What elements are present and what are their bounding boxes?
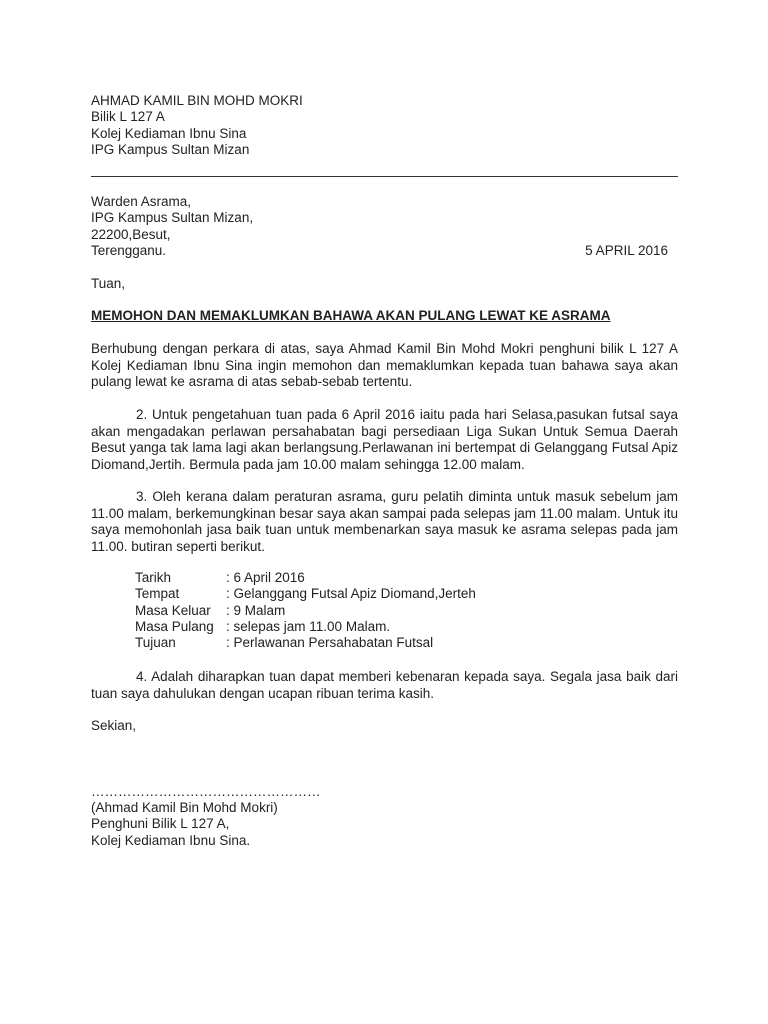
sender-college: Kolej Kediaman Ibnu Sina: [91, 126, 247, 141]
detail-label: Tarikh: [135, 570, 172, 585]
paragraph-1-text: Berhubung dengan perkara di atas, saya Ahmad Kamil Bin Mohd Mokri penghuni bilik L 127 A Kolej Kediaman Ibnu Sina ingin memohon dan memaklumkan kepada tuan bahawa saya akan pulang lewat ke asrama di atas sebab-sebab tertentu.: [91, 341, 678, 389]
signature-name: (Ahmad Kamil Bin Mohd Mokri): [91, 800, 278, 815]
detail-value: : 6 April 2016: [226, 570, 305, 585]
recipient-line-4: Terengganu.: [91, 243, 167, 258]
paragraph-2-text: 2. Untuk pengetahuan tuan pada 6 April 2016 iaitu pada hari Selasa,pasukan futsal saya akan mengadakan perlawan persahabatan bagi persediaan Liga Sukan Untuk Semua Daerah Besut yanga tak lama lagi akan berlangsung.Perlawanan ini bertempat di Gelanggang Futsal Apiz Diomand,Jertih. Bermula pada jam 10.00 malam sehingga 12.00 malam.: [91, 407, 678, 472]
detail-value: : selepas jam 11.00 Malam.: [226, 618, 391, 634]
detail-row: [135, 635, 476, 651]
letter-date: 5 APRIL 2016: [585, 243, 668, 258]
detail-row: [135, 586, 476, 602]
detail-label: Masa Pulang: [135, 618, 214, 634]
sender-room: Bilik L 127 A: [91, 109, 165, 124]
details-list: [135, 570, 476, 651]
paragraph-4-text: 4. Adalah diharapkan tuan dapat memberi kebenaran kepada saya. Segala jasa baik dari tuan saya dahulukan dengan ucapan ribuan terima kasih.: [91, 669, 678, 701]
recipient-line-1: Warden Asrama,: [91, 194, 192, 209]
sender-name: AHMAD KAMIL BIN MOHD MOKRI: [91, 93, 303, 108]
paragraph-1: [91, 341, 678, 391]
detail-label: Masa Keluar: [135, 602, 211, 618]
paragraph-2: [91, 407, 678, 473]
recipient-line-2: IPG Kampus Sultan Mizan,: [91, 210, 254, 225]
signature-line: ……………………………………………: [91, 784, 321, 799]
detail-value: : Perlawanan Persahabatan Futsal: [226, 635, 434, 651]
salutation: Tuan,: [91, 276, 126, 291]
sender-campus: IPG Kampus Sultan Mizan: [91, 142, 250, 157]
letter-subject: MEMOHON DAN MEMAKLUMKAN BAHAWA AKAN PULANG LEWAT KE ASRAMA: [91, 308, 611, 323]
detail-row: [135, 603, 476, 619]
signature-college: Kolej Kediaman Ibnu Sina.: [91, 833, 251, 848]
detail-label: Tujuan: [135, 635, 176, 651]
divider-line: [91, 176, 678, 177]
paragraph-4: [91, 669, 678, 702]
detail-value: : Gelanggang Futsal Apiz Diomand,Jerteh: [226, 586, 476, 602]
signature-room: Penghuni Bilik L 127 A,: [91, 816, 230, 831]
detail-label: Tempat: [135, 586, 180, 602]
recipient-line-3: 22200,Besut,: [91, 227, 171, 242]
paragraph-3: [91, 489, 678, 555]
detail-value: : 9 Malam: [226, 602, 286, 618]
detail-row: [135, 619, 476, 635]
closing: Sekian,: [91, 718, 137, 733]
detail-row: [135, 570, 476, 586]
paragraph-3-text: 3. Oleh kerana dalam peraturan asrama, guru pelatih diminta untuk masuk sebelum jam 11.00 malam, berkemungkinan besar saya akan sampai pada selepas jam 11.00 malam. Untuk itu saya memohonlah jasa baik tuan untuk membenarkan saya masuk ke asrama selepas pada jam 11.00. butiran seperti berikut.: [91, 489, 678, 554]
